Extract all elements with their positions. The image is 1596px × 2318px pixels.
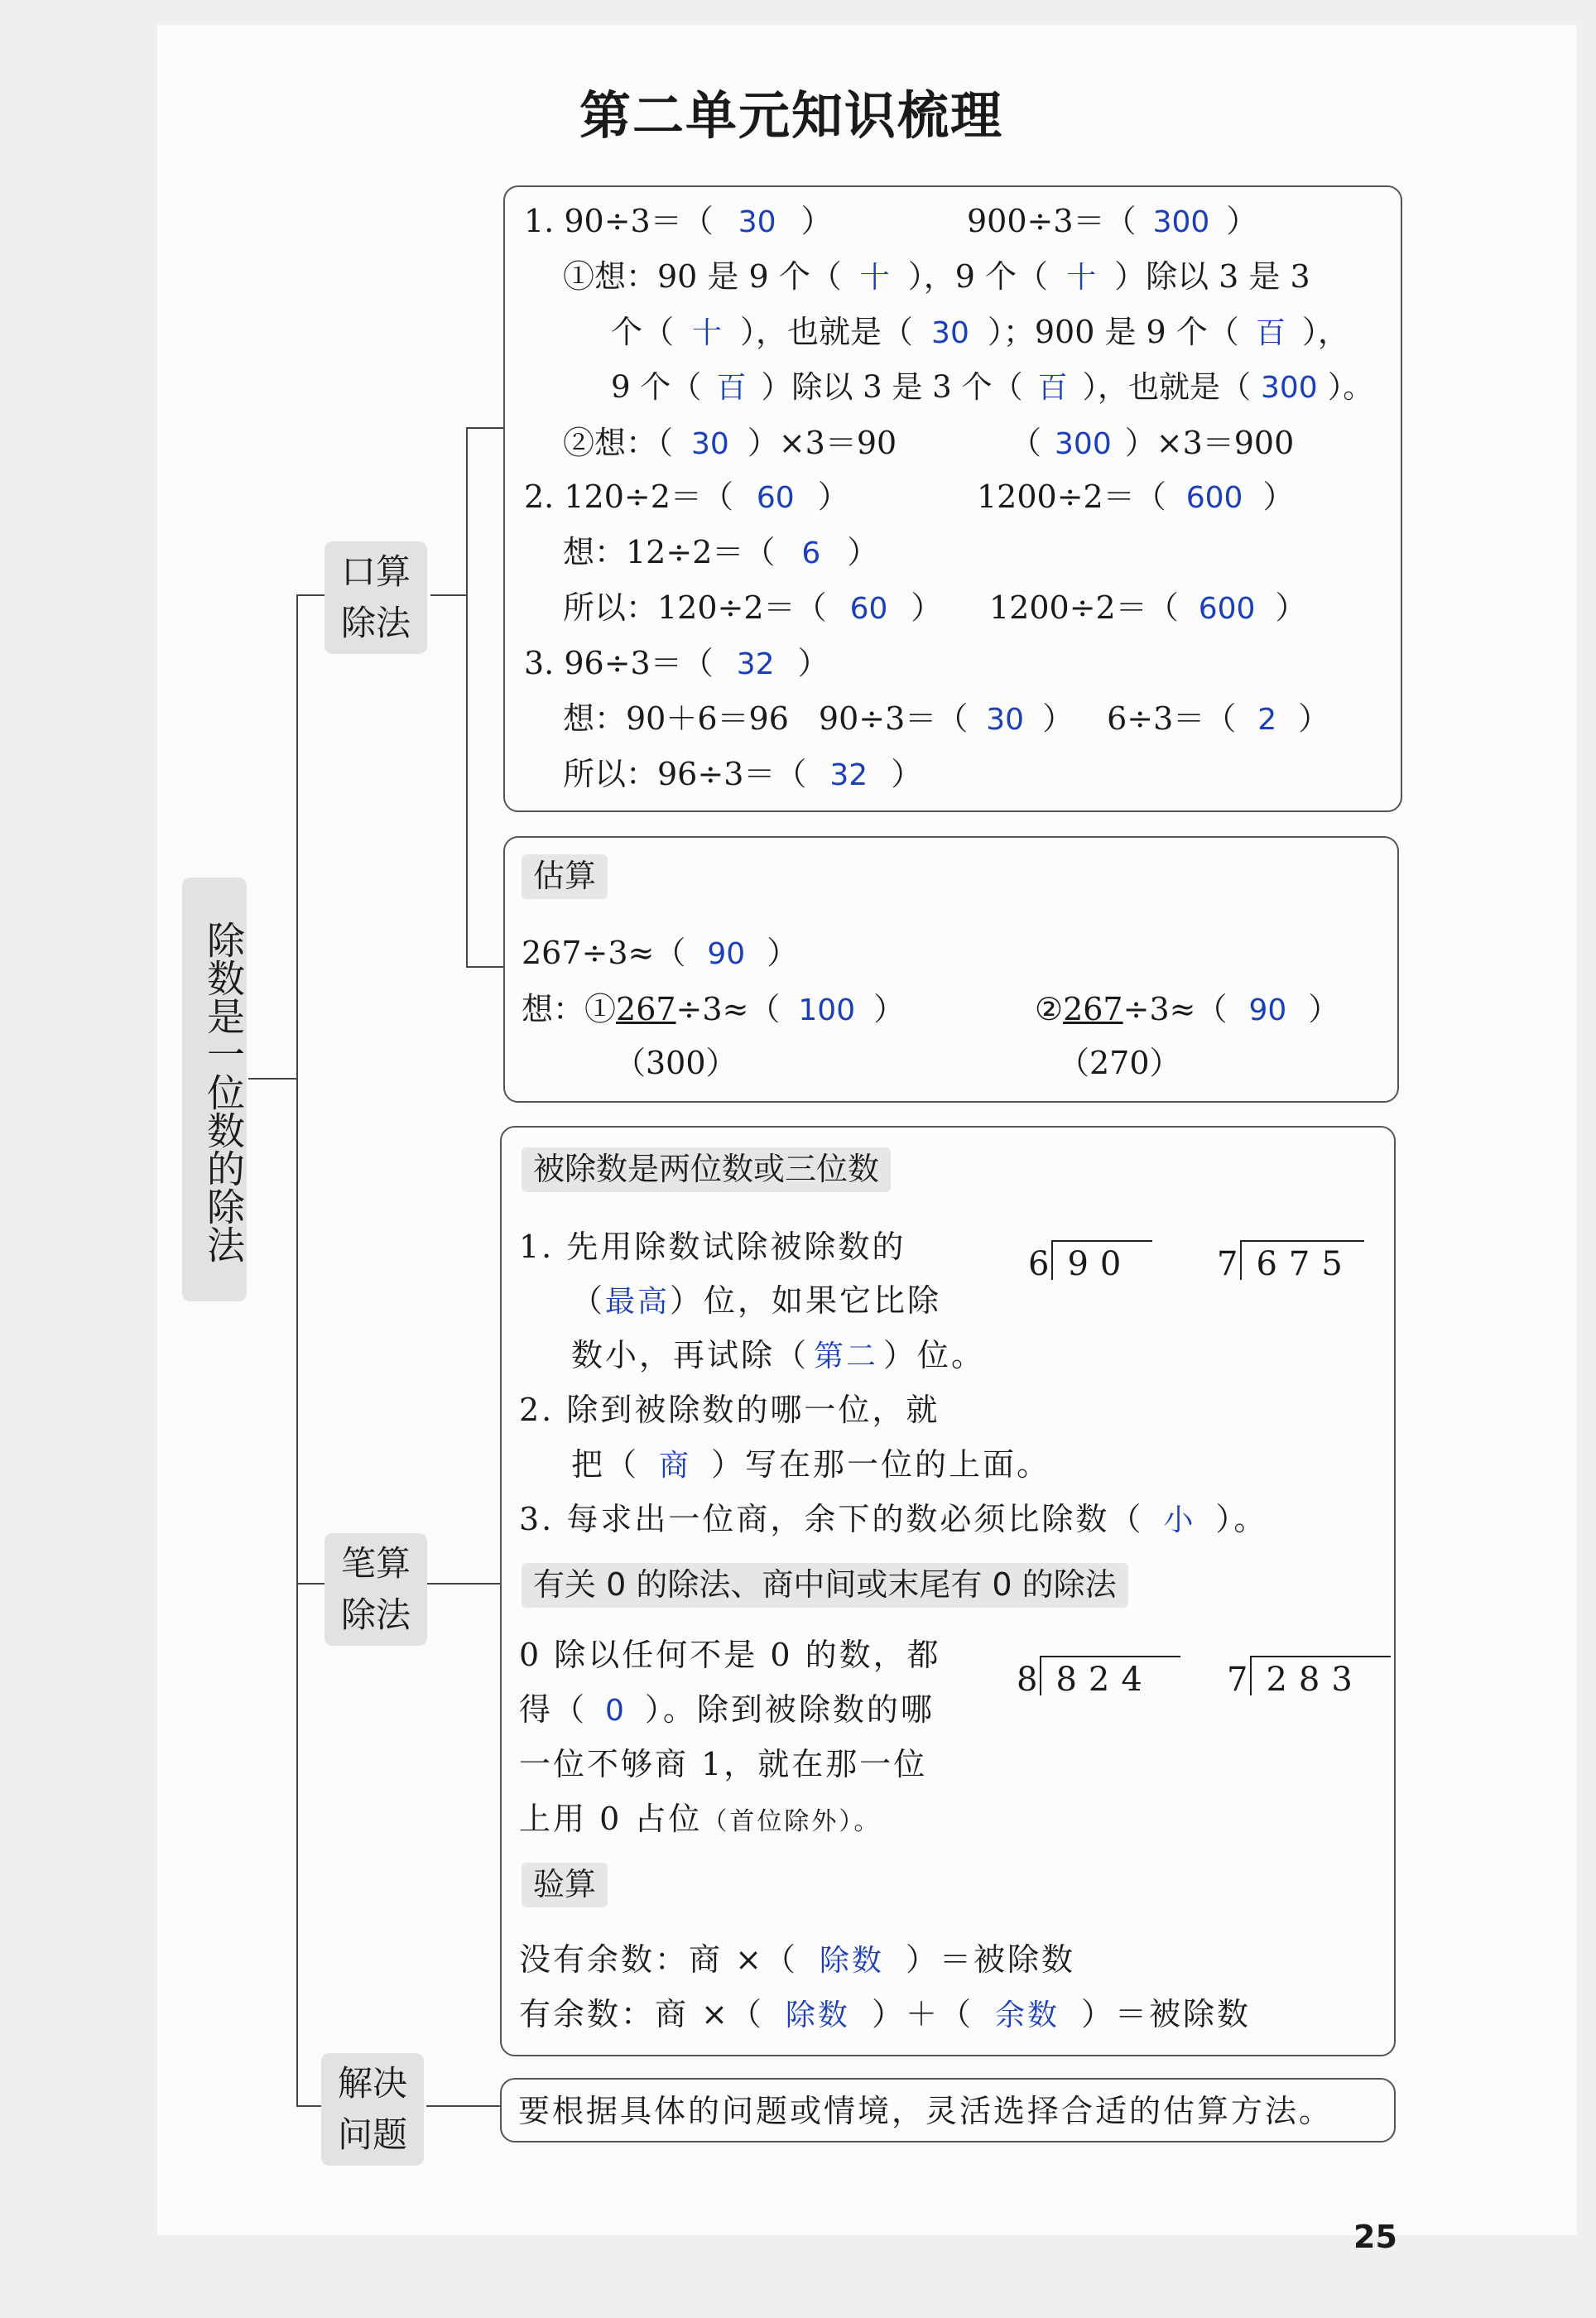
branch-written-division: 笔算除法 xyxy=(324,1533,427,1646)
connector-root xyxy=(248,1078,296,1080)
written-line-5: 把（ 商 ）写在那一位的上面。 xyxy=(571,1446,1051,1483)
connector-trunk xyxy=(296,594,298,2106)
oral-line-8b: 1200÷2＝（ 600 ） xyxy=(989,589,1307,626)
written-line-1: 1. 先用除数试除被除数的 xyxy=(519,1229,906,1265)
oral-line-6b: 1200÷2＝（ 600 ） xyxy=(977,479,1295,515)
long-division-8-824: 8 824 xyxy=(1017,1661,1154,1699)
branch-problem-solving: 解决问题 xyxy=(321,2053,424,2166)
root-label: 除数是一位数的除法 xyxy=(182,878,247,1301)
oral-line-1a: 1. 90÷3＝（ 30 ） xyxy=(524,203,833,239)
long-division-6-90: 6 90 xyxy=(1028,1245,1132,1283)
zero-line-3: 一位不够商 1，就在那一位 xyxy=(519,1746,928,1782)
zero-line-4: 上用 0 占位（首位除外）。 xyxy=(519,1801,882,1837)
oral-line-5b: （ 300 ）×3＝900 xyxy=(1010,425,1295,461)
page-title: 第二单元知识梳理 xyxy=(579,85,1004,146)
written-tag-zero: 有关 0 的除法、商中间或末尾有 0 的除法 xyxy=(522,1563,1128,1608)
branch-oral-division: 口算除法 xyxy=(324,541,427,654)
long-division-7-675: 7 675 xyxy=(1217,1245,1354,1283)
oral-line-10: 想：90＋6＝96 90÷3＝（ 30 ） 6÷3＝（ 2 ） xyxy=(563,700,1330,737)
zero-line-1: 0 除以任何不是 0 的数，都 xyxy=(519,1637,941,1673)
oral-line-3: 个（ 十 ），也就是（ 30 ）；900 是 9 个（ 百 ）， xyxy=(611,314,1349,350)
written-tag-check: 验算 xyxy=(522,1863,608,1907)
oral-line-1b: 900÷3＝（ 300 ） xyxy=(967,203,1258,239)
oral-line-5a: ②想：（ 30 ）×3＝90 xyxy=(563,425,897,461)
connector-oral xyxy=(430,594,467,596)
oral-line-6a: 2. 120÷2＝（ 60 ） xyxy=(524,479,849,515)
connector-solve xyxy=(426,2105,501,2107)
written-line-3: 数小，再试除（ 第二 ）位。 xyxy=(571,1337,986,1373)
written-line-2: （最高）位，如果它比除 xyxy=(571,1282,942,1319)
oral-line-8a: 所以：120÷2＝（ 60 ） xyxy=(563,589,943,626)
estimate-round-2: （270） xyxy=(1058,1045,1181,1081)
estimate-round-1: （300） xyxy=(614,1045,738,1081)
page-number: 25 xyxy=(1353,2219,1397,2255)
oral-line-4: 9 个（ 百 ）除以 3 是 3 个（ 百 ），也就是（ 300 ）。 xyxy=(611,369,1374,405)
estimation-tag: 估算 xyxy=(522,854,608,899)
connector-written xyxy=(426,1583,501,1585)
estimate-line-1: 267÷3≈（ 90 ） xyxy=(522,935,799,971)
check-line-2: 有余数：商 ×（ 除数 ）＋（ 余数 ）＝被除数 xyxy=(519,1996,1251,2032)
estimate-line-2b: ②267÷3≈（ 90 ） xyxy=(1035,991,1340,1027)
written-line-6: 3. 每求出一位商，余下的数必须比除数（ 小 ）。 xyxy=(519,1501,1268,1537)
oral-line-11: 所以：96÷3＝（ 32 ） xyxy=(563,756,923,792)
oral-line-7: 想：12÷2＝（ 6 ） xyxy=(563,534,879,570)
long-division-7-283: 7 283 xyxy=(1227,1661,1364,1699)
check-line-1: 没有余数：商 ×（ 除数 ）＝被除数 xyxy=(519,1941,1075,1978)
oral-line-2: ①想：90 是 9 个（ 十 ），9 个（ 十 ）除以 3 是 3 xyxy=(563,258,1310,295)
oral-line-9: 3. 96÷3＝（ 32 ） xyxy=(524,645,829,681)
estimate-line-2a: 想：①267÷3≈（ 100 ） xyxy=(522,991,906,1027)
written-line-4: 2. 除到被除数的哪一位，就 xyxy=(519,1392,940,1428)
problem-solving-text: 要根据具体的问题或情境，灵活选择合适的估算方法。 xyxy=(518,2093,1334,2129)
zero-line-2: 得（ 0 ）。除到被除数的哪 xyxy=(519,1691,935,1728)
written-tag-digits: 被除数是两位数或三位数 xyxy=(522,1147,891,1192)
